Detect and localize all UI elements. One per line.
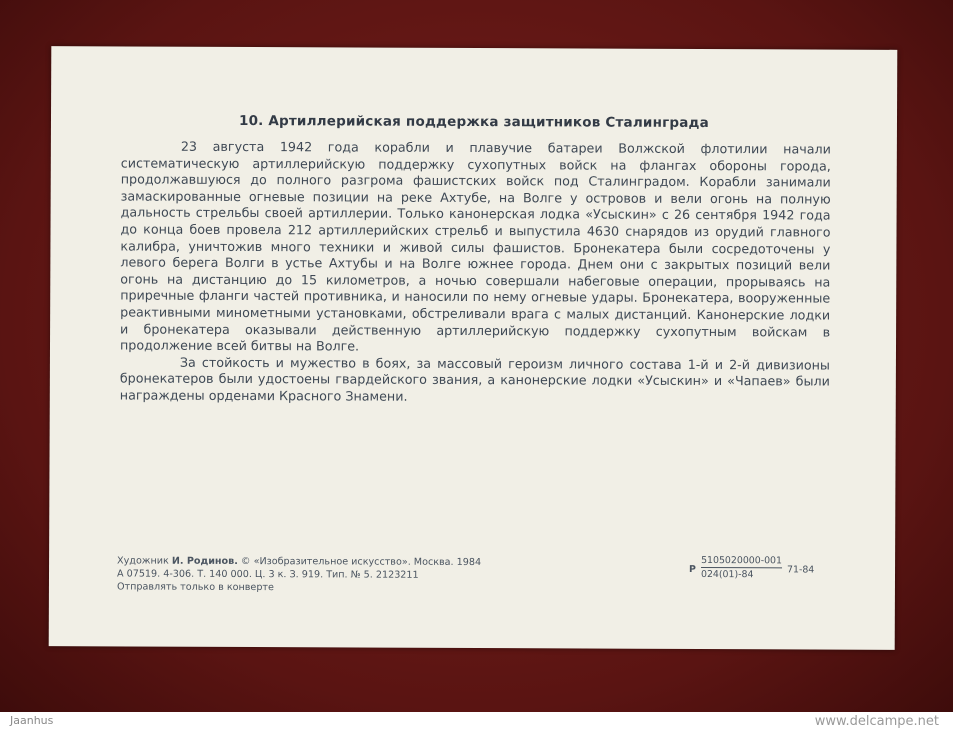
seller-watermark: Jaanhus bbox=[10, 714, 54, 727]
card-title: 10. Артиллерийская поддержка защитников Сталинграда bbox=[238, 112, 710, 132]
artist-label: Художник bbox=[117, 555, 169, 567]
postcard-back bbox=[49, 46, 898, 650]
code-numerator: 5105020000-001 bbox=[701, 554, 783, 567]
card-body bbox=[120, 138, 831, 407]
site-watermark: www.delcampe.net bbox=[814, 714, 939, 729]
paragraph-1: 23 августа 1942 года корабли и плавучие батареи Волжской флотилии начали систематическую артиллерийскую поддержку сухопутных войск на флангах обороны города, продолжавшуюся до полного разгрома фашистских войск под Сталинградом. Корабли занимали замаскированные огневые позиции на реке Ахтубе, на Волге у островов и вели огонь на полную дальность стрельбы своей артиллерии. Только канонерская лодка «Усыскин» с 26 сентября 1942 года до конца боев провела 212 артиллерийских стрельб и выпустила 4630 снарядов из орудий главного калибра, уничтожив много техники и живой силы фашистов. Бронекатера были сосредоточены у левого берега Волги в устье Ахтубы и на Волге южнее города. Днем они с закрытых позиций вели огонь на дистанцию до 15 километров, а ночью совершали набеговые операции, прорываясь на приречные фланги частей противника, и наносили по нему огневые удары. Бронекатера, вооруженные реактивными минометными установками, обстреливали врага с малых дистанций. Канонерские лодки и бронекатера оказывали действенную артиллерийскую поддержку сухопутным войскам в продолжение всей битвы на Волге. bbox=[119, 138, 831, 354]
print-info: А 07519. 4-306. Т. 140 000. Ц. 3 к. З. 919. Тип. № 5. 2123211 bbox=[116, 568, 419, 581]
code-letter: Р bbox=[689, 563, 696, 575]
code-fraction bbox=[701, 555, 782, 580]
mailing-notice: Отправлять только в конверте bbox=[116, 581, 274, 594]
imprint-block bbox=[117, 554, 481, 595]
code-denominator: 024(01)-84 bbox=[700, 568, 754, 581]
publisher: © «Изобразительное искусство». Москва. 1984 bbox=[240, 555, 482, 569]
paragraph-2: За стойкость и мужество в боях, за массовый героизм личного состава 1-й и 2-й дивизионы бронекатеров были удостоены гвардейского звания, а канонерские лодки «Усыскин» и «Чапаев» были награждены орденами Красного Знамени. bbox=[119, 354, 830, 404]
artist-name: И. Родинов. bbox=[171, 555, 238, 567]
code-suffix: 71-84 bbox=[787, 564, 815, 576]
